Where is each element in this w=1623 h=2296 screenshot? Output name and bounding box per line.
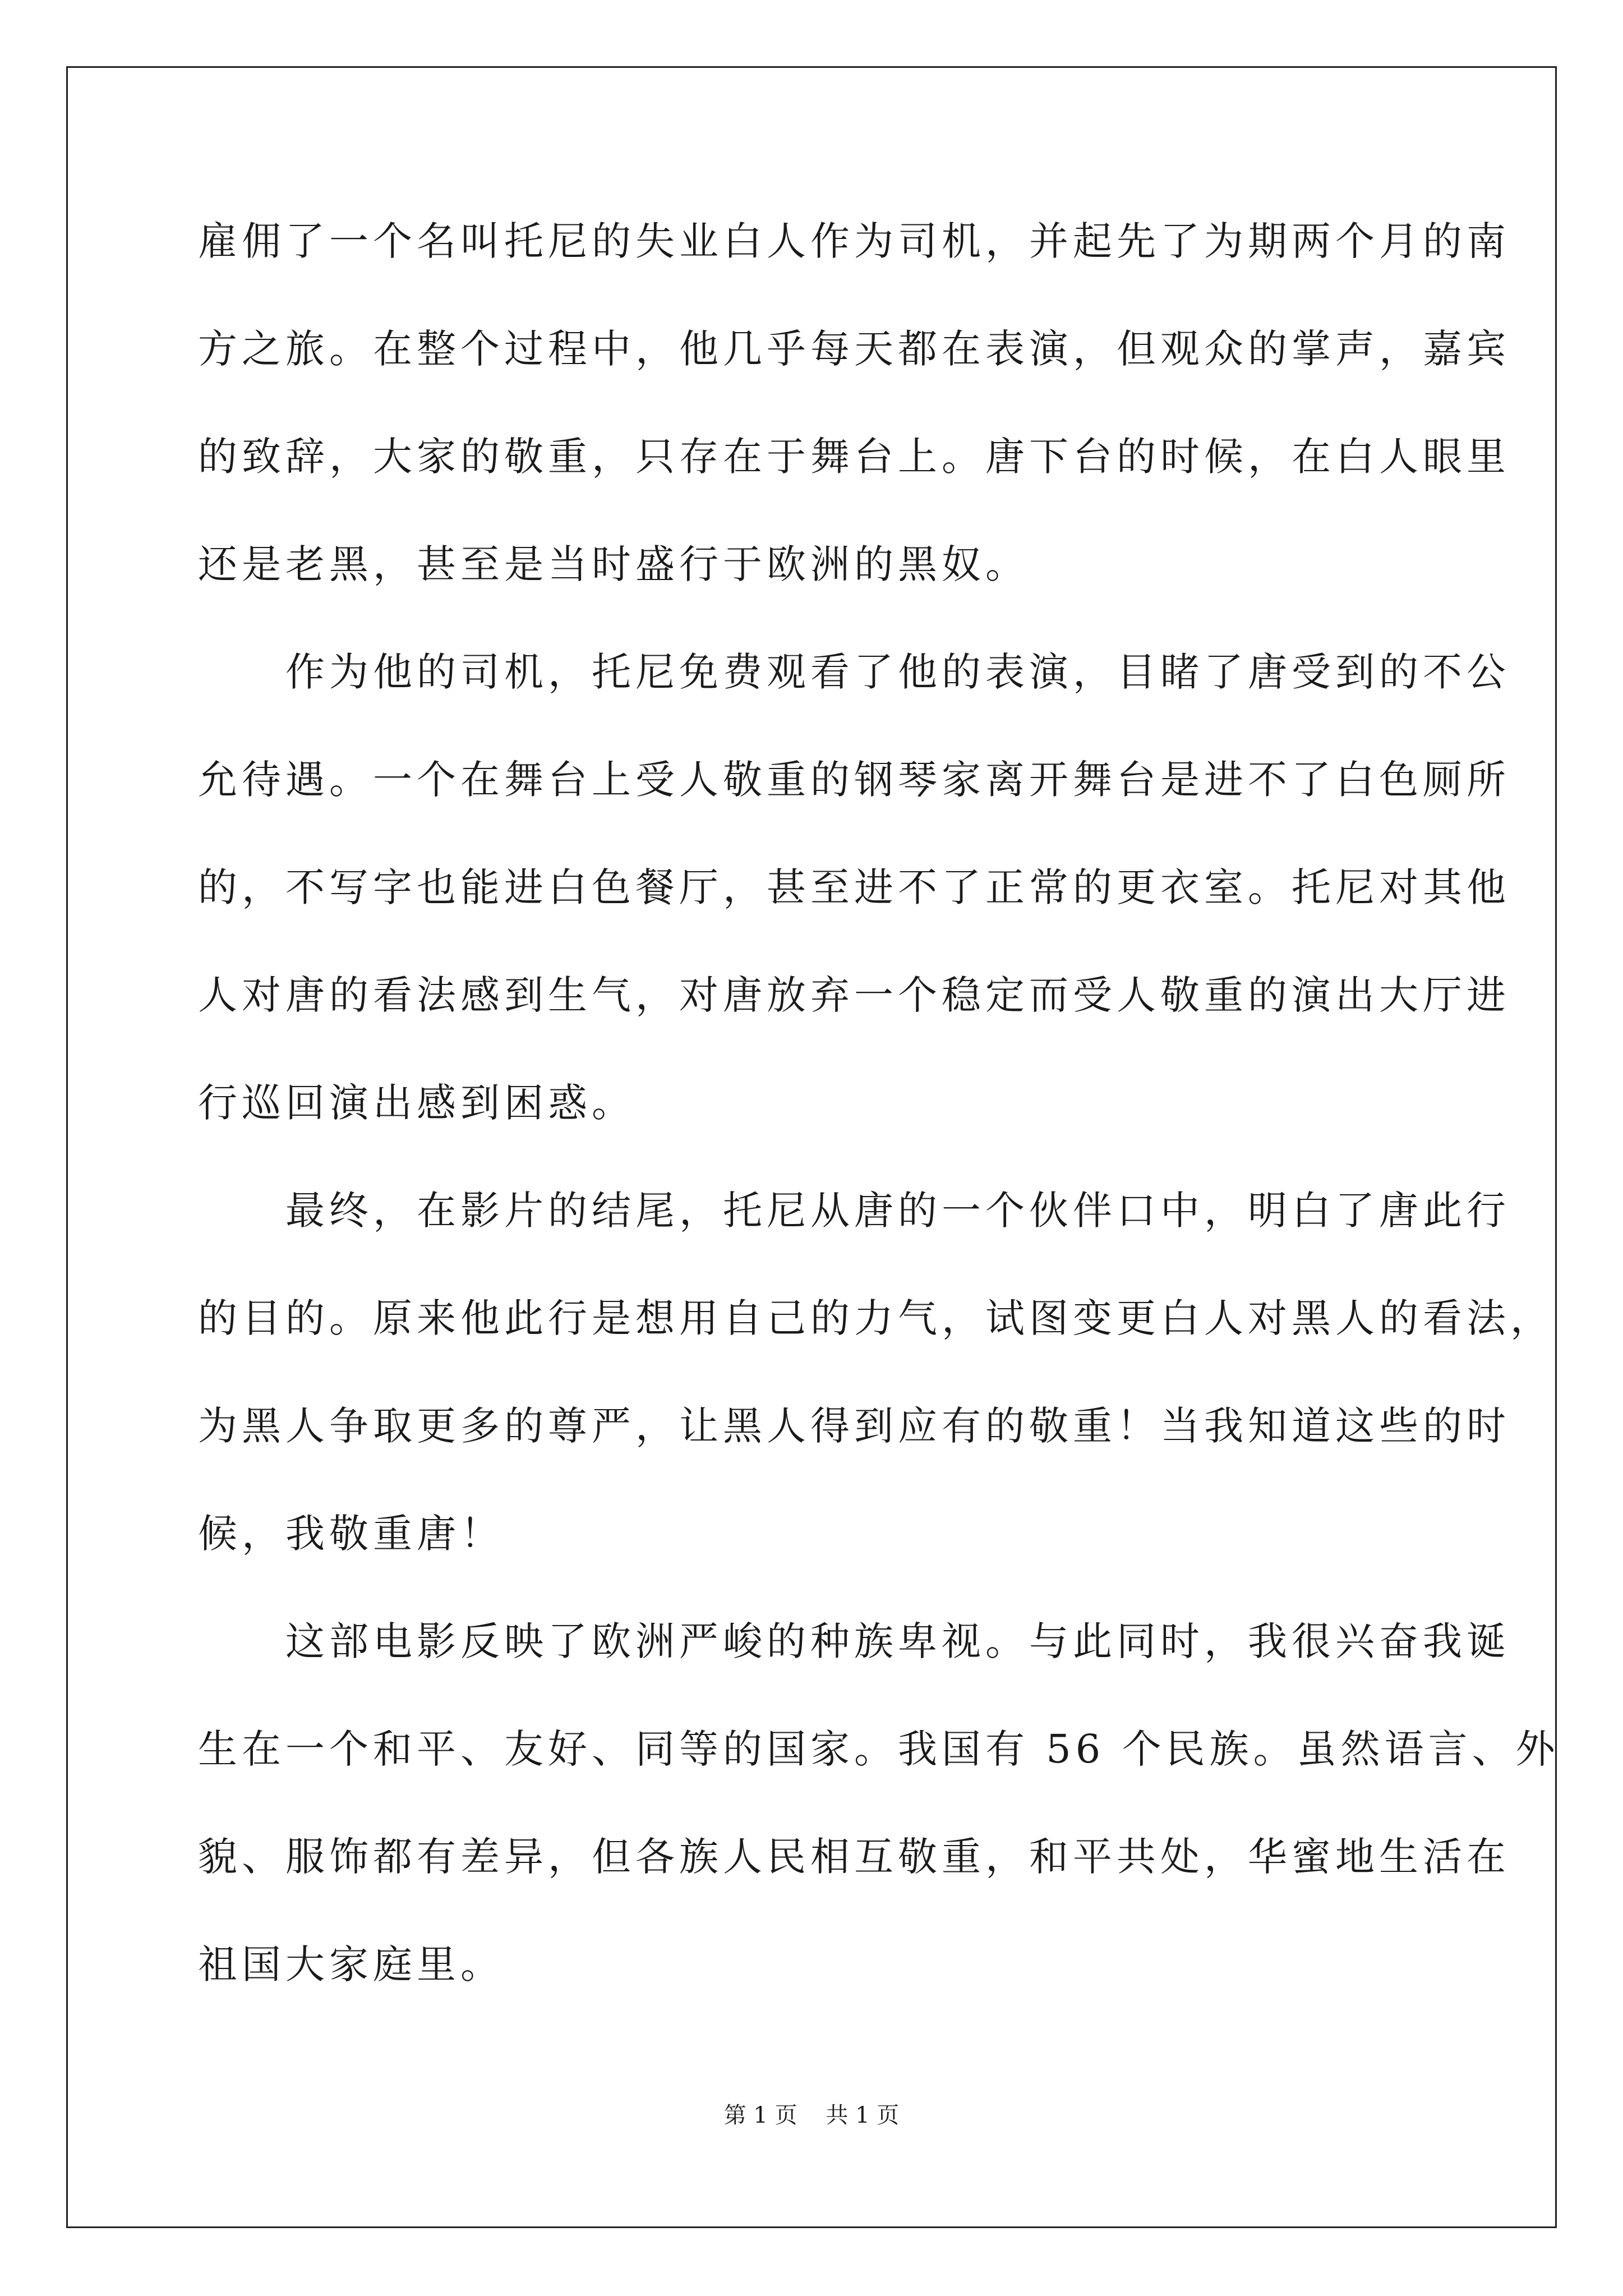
text-line: 行巡回演出感到困惑。	[198, 1080, 635, 1126]
text-line: 雇佣了一个名叫托尼的失业白人作为司机，并起先了为期两个月的南	[198, 218, 1510, 264]
text-line: 为黑人争取更多的尊严，让黑人得到应有的敬重！当我知道这些的时	[198, 1403, 1510, 1449]
text-line: 这部电影反映了欧洲严峻的种族卑视。与此同时，我很兴奋我诞	[198, 1618, 1510, 1664]
text-line: 方之旅。在整个过程中，他几乎每天都在表演，但观众的掌声，嘉宾	[198, 326, 1510, 372]
document-body	[198, 210, 1560, 2041]
text-line: 候，我敬重唐！	[198, 1511, 504, 1557]
page-number-footer: 第 1 页 共 1 页	[723, 2102, 900, 2128]
text-line: 还是老黑，甚至是当时盛行于欧洲的黑奴。	[198, 541, 1029, 587]
text-line: 生在一个和平、友好、同等的国家。我国有 56 个民族。虽然语言、外	[198, 1726, 1560, 1772]
text-line: 貌、服饰都有差异，但各族人民相互敬重，和平共处，华蜜地生活在	[198, 1834, 1510, 1880]
text-line: 允待遇。一个在舞台上受人敬重的钢琴家离开舞台是进不了白色厕所	[198, 757, 1510, 803]
text-line: 人对唐的看法感到生气，对唐放弃一个稳定而受人敬重的演出大厅进	[198, 972, 1510, 1018]
text-line: 最终，在影片的结尾，托尼从唐的一个伙伴口中，明白了唐此行	[198, 1188, 1510, 1234]
text-line: 的致辞，大家的敬重，只存在于舞台上。唐下台的时候，在白人眼里	[198, 434, 1510, 480]
text-line: 的目的。原来他此行是想用自己的力气，试图变更白人对黑人的看法，	[198, 1295, 1554, 1341]
text-line: 祖国大家庭里。	[198, 1941, 504, 1987]
text-line: 作为他的司机，托尼免费观看了他的表演，目睹了唐受到的不公	[198, 649, 1510, 695]
text-line: 的，不写字也能进白色餐厅，甚至进不了正常的更衣室。托尼对其他	[198, 864, 1510, 910]
